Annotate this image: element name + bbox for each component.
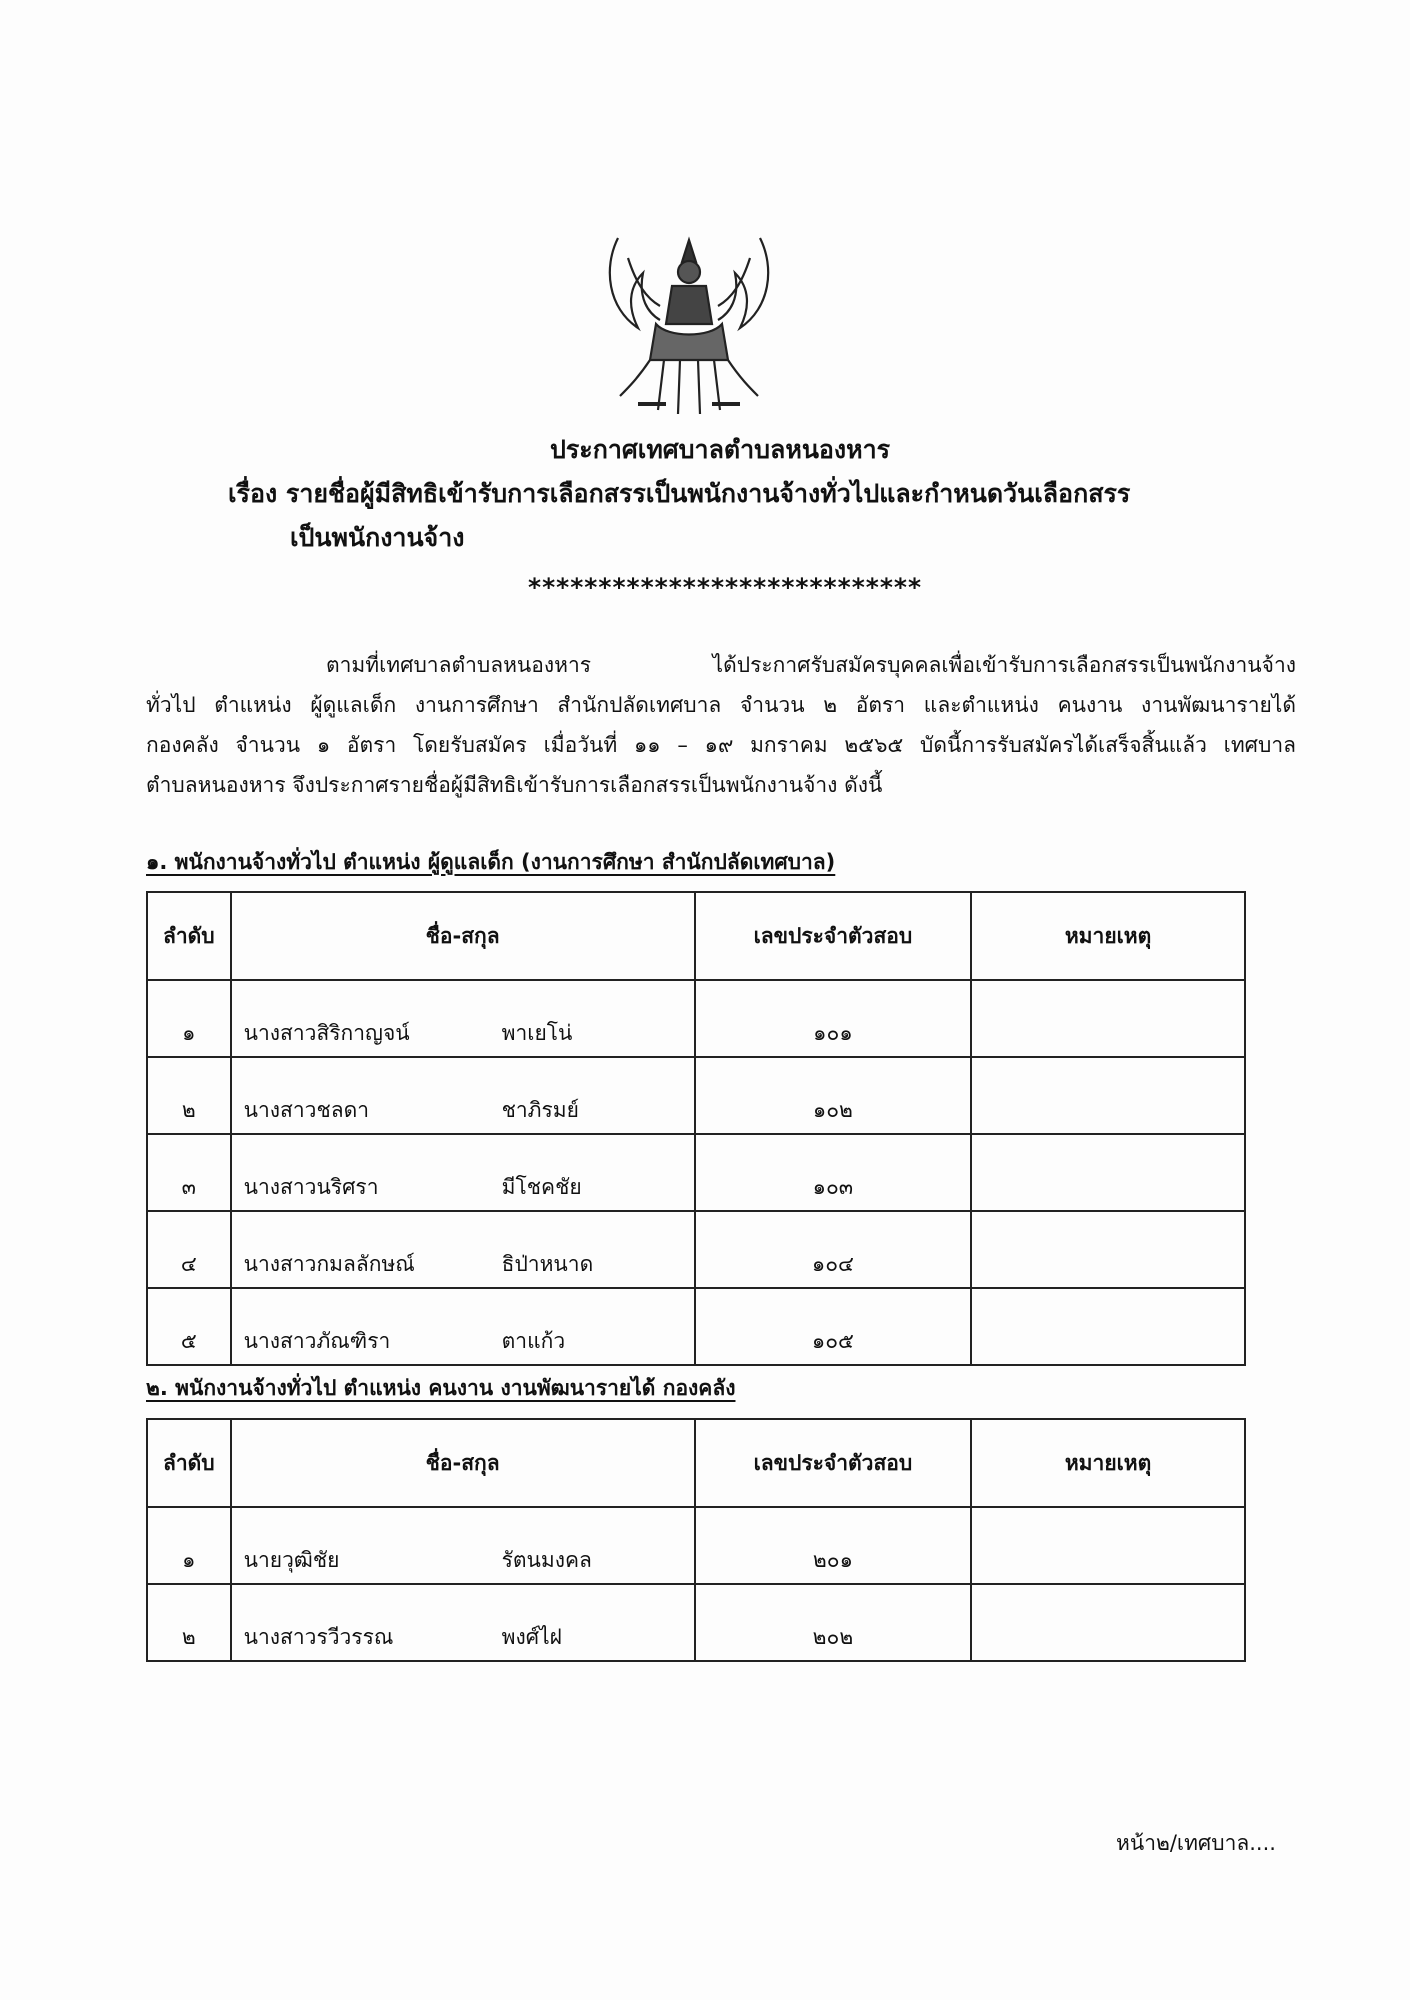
row-name bbox=[231, 980, 695, 1057]
section-2-table bbox=[146, 1418, 1246, 1662]
row-no: ๔ bbox=[147, 1211, 231, 1288]
column-header-note: หมายเหตุ bbox=[971, 892, 1245, 980]
body-line-2: ทั่วไป ตำแหน่ง ผู้ดูแลเด็ก งานการศึกษา สำนักปลัดเทศบาล จำนวน ๒ อัตรา และตำแหน่ง คนงาน งานพัฒนารายได้ bbox=[146, 693, 1296, 717]
subject-line-2: เป็นพนักงานจ้าง bbox=[290, 523, 465, 552]
row-exam-id: ๒๐๑ bbox=[695, 1507, 971, 1584]
table-row bbox=[147, 1584, 1245, 1661]
column-header-name: ชื่อ-สกุล bbox=[231, 892, 695, 980]
row-note bbox=[971, 1288, 1245, 1365]
first-name: นางสาวชลดา bbox=[243, 1098, 369, 1122]
column-header-exam-id: เลขประจำตัวสอบ bbox=[695, 892, 971, 980]
row-name bbox=[231, 1584, 695, 1661]
next-page-note: หน้า๒/เทศบาล.... bbox=[1116, 1831, 1276, 1855]
first-name: นายวุฒิชัย bbox=[243, 1548, 340, 1572]
row-exam-id: ๑๐๔ bbox=[695, 1211, 971, 1288]
first-name: นางสาวกมลลักษณ์ bbox=[243, 1252, 415, 1276]
last-name: ชาภิรมย์ bbox=[501, 1098, 579, 1122]
section-1-table bbox=[146, 891, 1246, 1366]
first-name: นางสาวสิริกาญจน์ bbox=[243, 1021, 410, 1045]
table-row bbox=[147, 1211, 1245, 1288]
first-name: นางสาวรวีวรรณ bbox=[243, 1625, 394, 1649]
column-header-name: ชื่อ-สกุล bbox=[231, 1419, 695, 1507]
last-name: พาเยโน่ bbox=[501, 1021, 573, 1045]
row-name bbox=[231, 1507, 695, 1584]
table-row bbox=[147, 1134, 1245, 1211]
row-name bbox=[231, 1057, 695, 1134]
last-name: มีโชคชัย bbox=[501, 1175, 582, 1199]
column-header-exam-id: เลขประจำตัวสอบ bbox=[695, 1419, 971, 1507]
row-no: ๑ bbox=[147, 1507, 231, 1584]
first-name: นางสาวนริศรา bbox=[243, 1175, 379, 1199]
subject-line-1: เรื่อง รายชื่อผู้มีสิทธิเข้ารับการเลือกสรรเป็นพนักงานจ้างทั่วไปและกำหนดวันเลือกสรร bbox=[228, 479, 1131, 508]
row-note bbox=[971, 1507, 1245, 1584]
row-exam-id: ๑๐๕ bbox=[695, 1288, 971, 1365]
row-no: ๒ bbox=[147, 1584, 231, 1661]
last-name: รัตนมงคล bbox=[501, 1548, 592, 1572]
last-name: ตาแก้ว bbox=[501, 1329, 566, 1353]
row-exam-id: ๑๐๓ bbox=[695, 1134, 971, 1211]
row-exam-id: ๒๐๒ bbox=[695, 1584, 971, 1661]
body-line-4: ตำบลหนองหาร จึงประกาศรายชื่อผู้มีสิทธิเข้ารับการเลือกสรรเป็นพนักงานจ้าง ดังนี้ bbox=[146, 773, 883, 797]
separator: **************************** bbox=[528, 573, 923, 602]
last-name: ธิป่าหนาด bbox=[501, 1252, 594, 1276]
table-row bbox=[147, 1057, 1245, 1134]
section-2-heading: ๒. พนักงานจ้างทั่วไป ตำแหน่ง คนงาน งานพัฒนารายได้ กองคลัง bbox=[146, 1376, 736, 1400]
row-no: ๓ bbox=[147, 1134, 231, 1211]
body-line-1: ตามที่เทศบาลตำบลหนองหาร ได้ประกาศรับสมัครบุคคลเพื่อเข้ารับการเลือกสรรเป็นพนักงานจ้าง bbox=[326, 653, 1296, 677]
body-paragraph bbox=[146, 645, 1296, 805]
row-note bbox=[971, 1057, 1245, 1134]
table-header-row bbox=[147, 1419, 1245, 1507]
row-exam-id: ๑๐๒ bbox=[695, 1057, 971, 1134]
row-exam-id: ๑๐๑ bbox=[695, 980, 971, 1057]
row-name bbox=[231, 1134, 695, 1211]
column-header-no: ลำดับ bbox=[147, 1419, 231, 1507]
row-name bbox=[231, 1211, 695, 1288]
row-note bbox=[971, 1134, 1245, 1211]
row-no: ๕ bbox=[147, 1288, 231, 1365]
table-header-row bbox=[147, 892, 1245, 980]
table-row bbox=[147, 1507, 1245, 1584]
row-note bbox=[971, 1584, 1245, 1661]
column-header-no: ลำดับ bbox=[147, 892, 231, 980]
row-note bbox=[971, 1211, 1245, 1288]
garuda-emblem-icon bbox=[598, 228, 780, 420]
row-note bbox=[971, 980, 1245, 1057]
announcement-title: ประกาศเทศบาลตำบลหนองหาร bbox=[550, 435, 891, 464]
body-line-3: กองคลัง จำนวน ๑ อัตรา โดยรับสมัคร เมื่อวันที่ ๑๑ – ๑๙ มกราคม ๒๕๖๕ บัดนี้การรับสมัครได้เสร็จสิ้นแล้ว เทศบาล bbox=[146, 733, 1296, 757]
column-header-note: หมายเหตุ bbox=[971, 1419, 1245, 1507]
row-no: ๒ bbox=[147, 1057, 231, 1134]
section-1-heading: ๑. พนักงานจ้างทั่วไป ตำแหน่ง ผู้ดูแลเด็ก (งานการศึกษา สำนักปลัดเทศบาล) bbox=[146, 850, 836, 874]
first-name: นางสาวภัณฑิรา bbox=[243, 1329, 391, 1353]
row-name bbox=[231, 1288, 695, 1365]
row-no: ๑ bbox=[147, 980, 231, 1057]
table-row bbox=[147, 1288, 1245, 1365]
last-name: พงศ์ไฝ bbox=[501, 1625, 562, 1649]
table-row bbox=[147, 980, 1245, 1057]
